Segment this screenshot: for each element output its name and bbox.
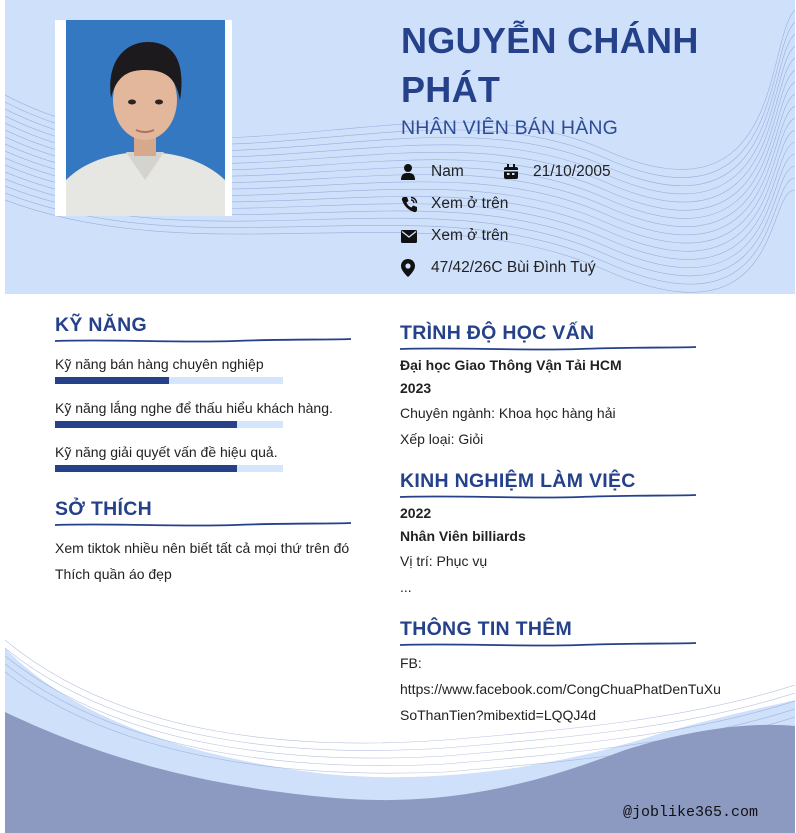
phone-icon bbox=[401, 196, 431, 213]
address-value: 47/42/26C Bùi Đình Tuý bbox=[431, 259, 596, 276]
skill-bar-2 bbox=[55, 421, 283, 428]
education-school: Đại học Giao Thông Vận Tải HCM bbox=[400, 357, 622, 373]
cv-page bbox=[5, 0, 795, 833]
phone-row bbox=[401, 192, 508, 216]
phone-value: Xem ở trên bbox=[431, 195, 509, 212]
envelope-icon bbox=[401, 230, 431, 243]
education-heading-underline bbox=[400, 344, 696, 352]
extra-heading: THÔNG TIN THÊM bbox=[400, 618, 573, 640]
skills-heading-underline bbox=[55, 336, 351, 344]
experience-more: ... bbox=[400, 579, 412, 595]
map-pin-icon bbox=[401, 259, 431, 277]
profile-photo-frame bbox=[55, 20, 232, 216]
email-value: Xem ở trên bbox=[431, 227, 509, 244]
education-grade: Xếp loại: Giỏi bbox=[400, 431, 484, 447]
education-major: Chuyên ngành: Khoa học hàng hải bbox=[400, 405, 616, 421]
extra-fb-label: FB: bbox=[400, 655, 422, 671]
skills-heading: KỸ NĂNG bbox=[55, 314, 148, 336]
experience-heading: KINH NGHIỆM LÀM VIỆC bbox=[400, 470, 636, 492]
profile-photo bbox=[66, 20, 225, 216]
candidate-name: NGUYỄN CHÁNH PHÁT bbox=[401, 20, 699, 110]
experience-heading-underline bbox=[400, 492, 696, 500]
hobbies-heading: SỞ THÍCH bbox=[55, 498, 153, 520]
extra-fb-link-2[interactable]: SoThanTien?mibextid=LQQJ4d bbox=[400, 707, 596, 723]
extra-heading-underline bbox=[400, 640, 696, 648]
dob-group bbox=[503, 163, 611, 181]
watermark: @joblike365.com bbox=[623, 804, 759, 821]
skill-label-2: Kỹ năng lắng nghe để thấu hiểu khách hàng. bbox=[55, 400, 333, 416]
gender-value: Nam bbox=[431, 163, 464, 180]
skill-label-3: Kỹ năng giải quyết vấn đề hiệu quả. bbox=[55, 444, 278, 460]
skill-bar-1 bbox=[55, 377, 283, 384]
email-row bbox=[401, 224, 508, 248]
hobby-item-2: Thích quần áo đẹp bbox=[55, 566, 172, 582]
skill-bar-fill bbox=[55, 465, 237, 472]
skill-bar-fill bbox=[55, 377, 169, 384]
dob-value: 21/10/2005 bbox=[533, 163, 611, 180]
person-icon bbox=[401, 164, 431, 180]
experience-position: Vị trí: Phục vụ bbox=[400, 553, 488, 569]
experience-year: 2022 bbox=[400, 505, 432, 521]
hobby-item-1: Xem tiktok nhiều nên biết tất cả mọi thứ trên đó bbox=[55, 540, 350, 556]
extra-fb-link-1[interactable]: https://www.facebook.com/CongChuaPhatDenTuXu bbox=[400, 681, 721, 697]
job-title: NHÂN VIÊN BÁN HÀNG bbox=[401, 117, 619, 139]
skill-bar-3 bbox=[55, 465, 283, 472]
skill-label-1: Kỹ năng bán hàng chuyên nghiệp bbox=[55, 356, 264, 372]
education-year: 2023 bbox=[400, 380, 432, 396]
calendar-icon bbox=[503, 164, 533, 180]
hobbies-heading-underline bbox=[55, 520, 351, 528]
gender-dob-row bbox=[401, 160, 611, 184]
skill-bar-fill bbox=[55, 421, 237, 428]
education-heading: TRÌNH ĐỘ HỌC VẤN bbox=[400, 322, 595, 344]
experience-company: Nhân Viên billiards bbox=[400, 528, 526, 544]
gender-group bbox=[401, 163, 503, 181]
address-row bbox=[401, 256, 596, 280]
